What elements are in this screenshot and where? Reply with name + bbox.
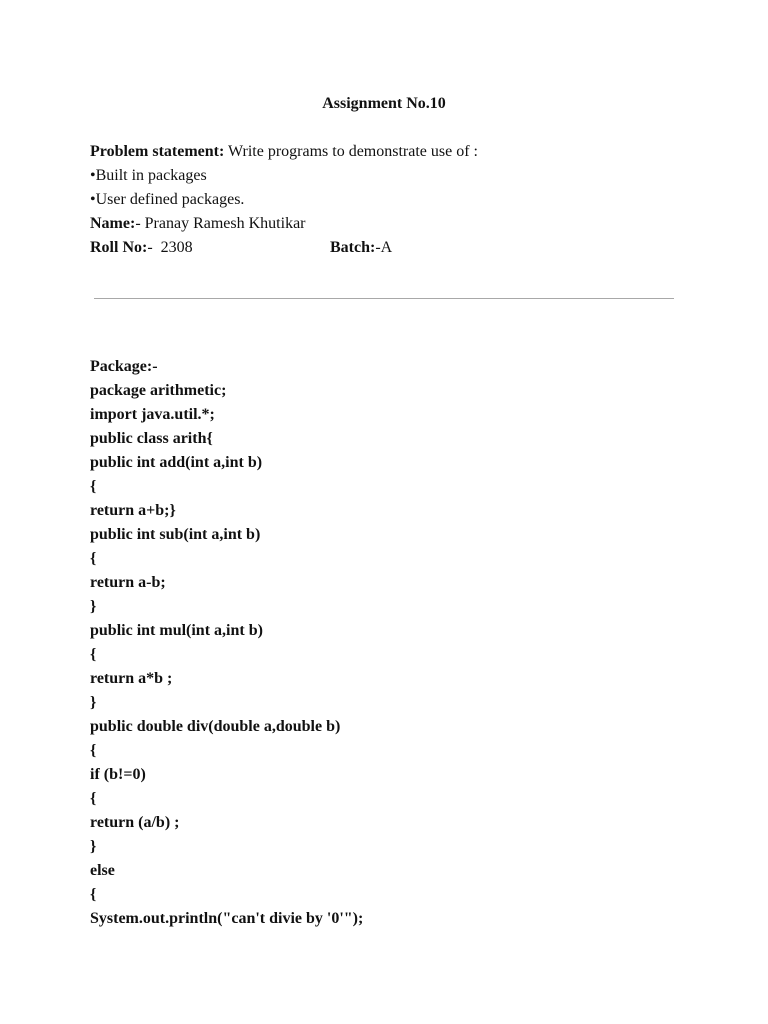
code-line: return a*b ; (90, 670, 173, 687)
code-line: import java.util.*; (90, 406, 215, 423)
code-line: System.out.println("can't divie by '0'"); (90, 910, 364, 927)
code-line: return a-b; (90, 574, 166, 591)
batch-value: -A (375, 239, 393, 256)
code-line: return a+b;} (90, 502, 176, 519)
batch (330, 237, 392, 259)
problem-statement (90, 141, 478, 163)
roll-number-value: - 2308 (147, 239, 193, 256)
code-line: } (90, 838, 97, 855)
code-line: { (90, 790, 97, 807)
bullet-user-defined-packages: •User defined packages. (90, 191, 245, 208)
code-line: Package:- (90, 358, 158, 375)
code-line: if (b!=0) (90, 766, 146, 783)
code-line: public double div(double a,double b) (90, 718, 341, 735)
code-line: package arithmetic; (90, 382, 227, 399)
code-line: { (90, 742, 97, 759)
student-name (90, 213, 306, 235)
code-line: else (90, 862, 115, 879)
problem-statement-text: Write programs to demonstrate use of : (224, 143, 478, 160)
code-line: } (90, 694, 97, 711)
problem-statement-label: Problem statement: (90, 143, 225, 160)
student-name-value: - Pranay Ramesh Khutikar (135, 215, 306, 232)
code-line: public int sub(int a,int b) (90, 526, 261, 543)
code-line: public int mul(int a,int b) (90, 622, 263, 639)
code-line: return (a/b) ; (90, 814, 180, 831)
roll-number (90, 237, 193, 259)
code-line: { (90, 646, 97, 663)
code-line: } (90, 598, 97, 615)
code-line: { (90, 886, 97, 903)
page-title: Assignment No.10 (322, 95, 446, 112)
code-line: public int add(int a,int b) (90, 454, 263, 471)
student-name-label: Name: (90, 215, 136, 232)
batch-label: Batch: (330, 239, 376, 256)
code-listing (90, 355, 363, 931)
roll-number-label: Roll No: (90, 239, 148, 256)
code-line: { (90, 478, 97, 495)
code-line: { (90, 550, 97, 567)
code-line: public class arith{ (90, 430, 213, 447)
horizontal-divider (94, 298, 674, 299)
bullet-built-in-packages: •Built in packages (90, 167, 207, 184)
